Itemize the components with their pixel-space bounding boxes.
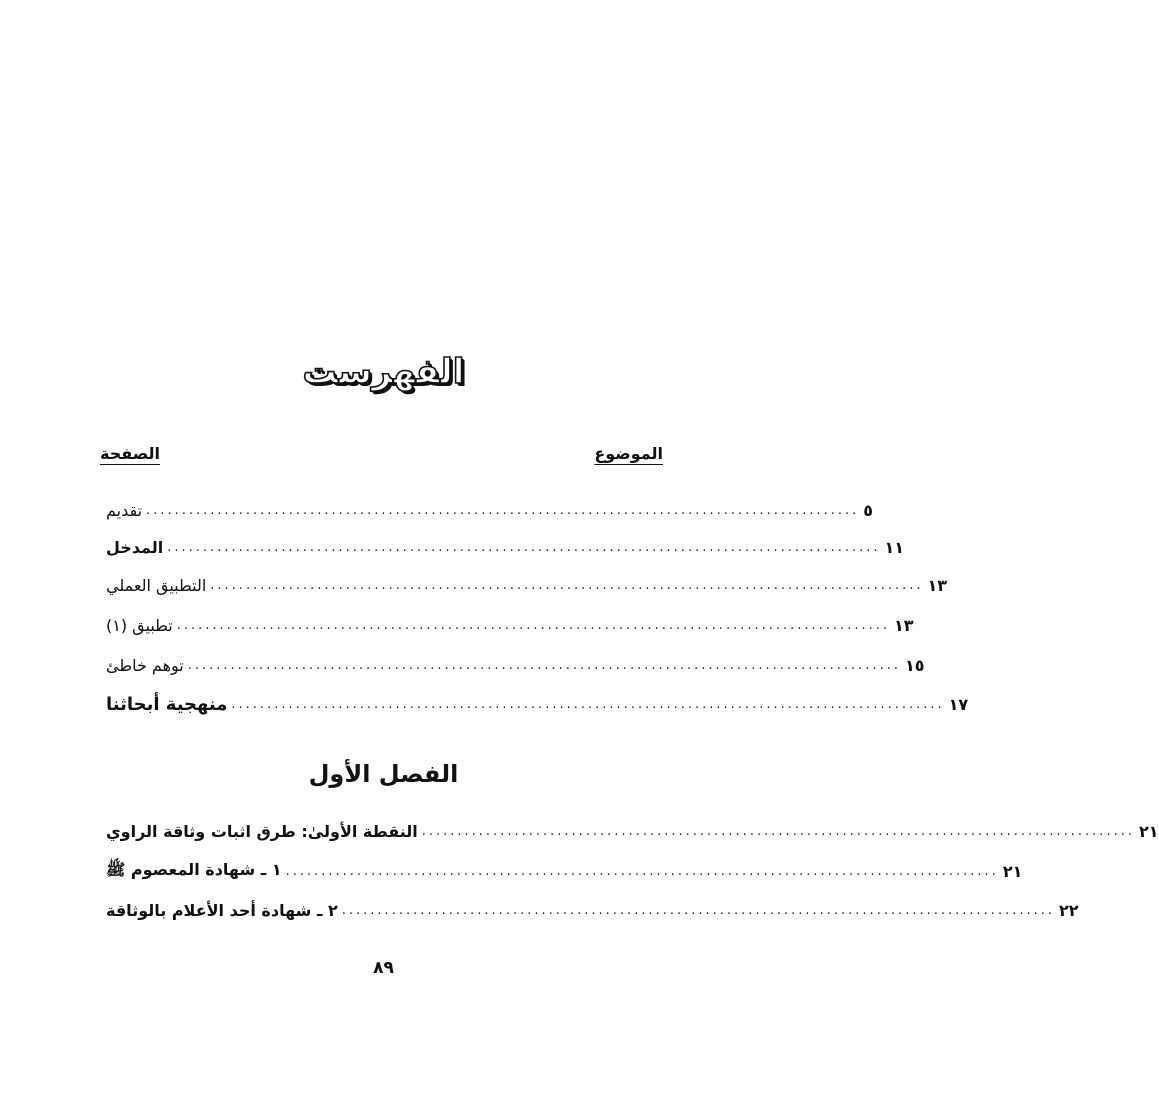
entry-text: النقطة الأولىٰ: طرق اثبات وثاقة الراوي [106,821,418,841]
entry-text: المدخل [106,537,164,557]
toc-entry-introduction [100,495,874,525]
entry-text: توهم خاطئ [106,655,184,675]
toc-entry-scholar-testimony [100,895,1079,925]
dot-leader: .................................................................................................... [176,617,890,633]
toc-entry-false-assumption [100,650,925,680]
entry-text: ٢ ـ شهادة أحد الأعلام بالوثاقة [106,900,338,920]
dot-leader: .................................................................................................... [341,902,1055,918]
dot-leader: .................................................................................................... [146,502,860,518]
chapter-title: الفصل الأول [308,760,459,788]
entry-text: تقديم [106,500,143,520]
entry-text: تطبيق (١) [106,615,173,635]
entry-page: ١٧ [948,694,969,714]
entry-text: منهجية أبحاثنا [106,693,228,715]
toc-entry-methodology [100,689,969,719]
dot-leader: .................................................................................................... [210,577,924,593]
entry-page: ١١ [884,537,905,557]
entry-page: ١٥ [904,655,925,675]
entry-text: التطبيق العملي [106,575,207,595]
entry-page: ٢١ [1138,821,1159,841]
entry-page: ٢١ [1002,861,1023,881]
dot-leader: .................................................................................................... [285,863,999,879]
entry-page: ٥ [863,500,874,520]
toc-entry-infallible-testimony [100,856,1023,886]
dot-leader: .................................................................................................... [167,539,881,555]
toc-entry-application-1 [100,610,914,640]
entry-page: ١٣ [927,575,948,595]
page-title: الفهرست [302,352,465,392]
entry-text: ١ ـ شهادة المعصوم ﷺ [106,859,282,879]
dot-leader: .................................................................................................... [421,823,1135,839]
toc-entry-entrance [100,532,905,562]
toc-entry-practical-application [100,570,948,600]
page-column-header: الصفحة [100,444,161,463]
page-number: ٨٩ [373,958,394,978]
dot-leader: .................................................................................................... [231,696,945,712]
topic-column-header: الموضوع [594,444,663,463]
entry-page: ١٣ [893,615,914,635]
entry-page: ٢٢ [1059,900,1079,920]
dot-leader: .................................................................................................... [187,657,901,673]
toc-entry-first-point [100,816,1159,846]
